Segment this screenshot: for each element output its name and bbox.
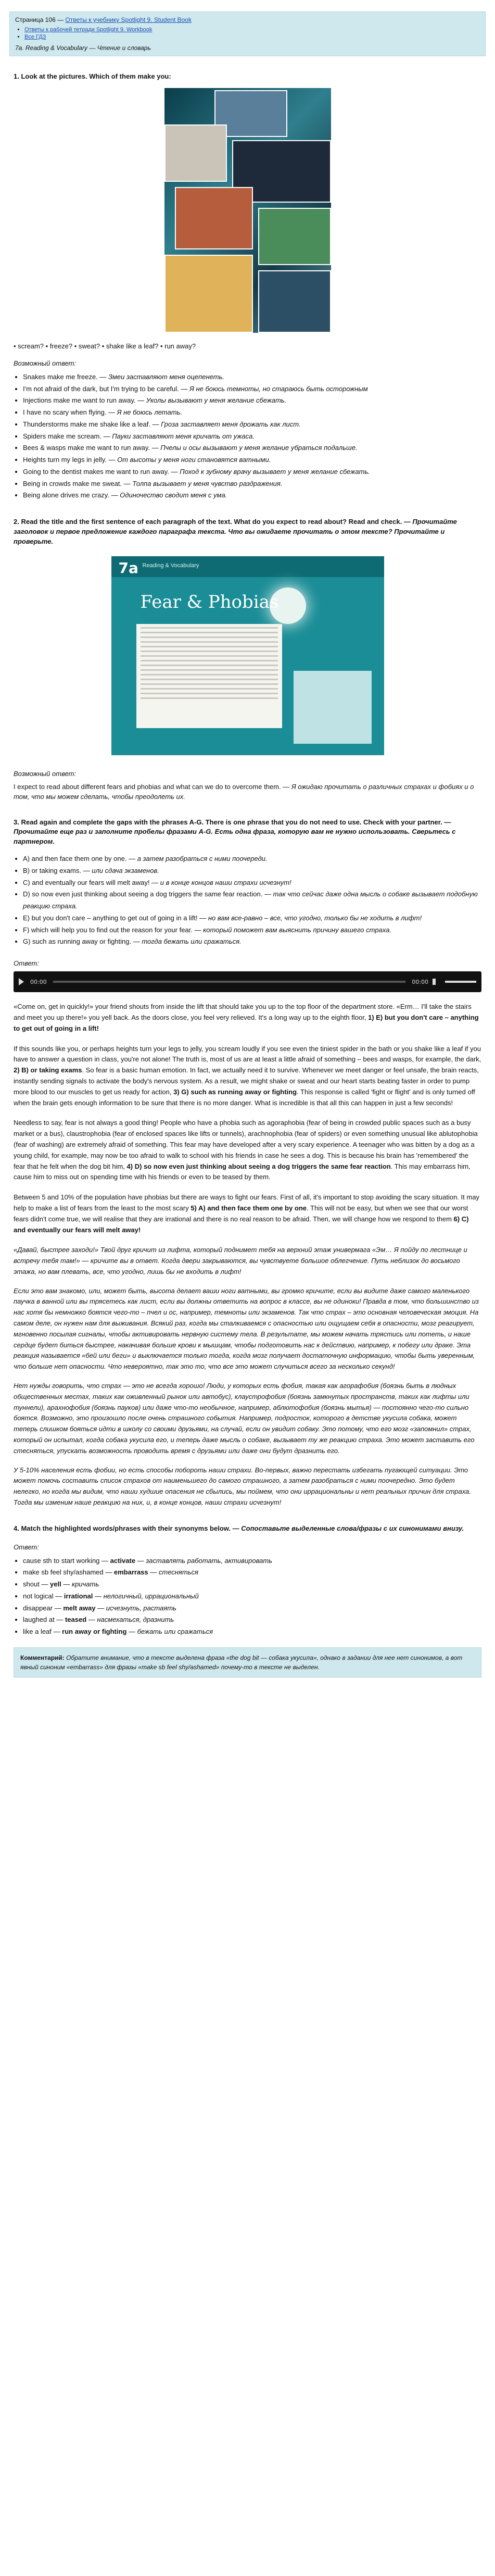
list-item: • Injections make me want to run away. — Уколы вызывают у меня желание сбежать. (23, 395, 481, 407)
article-title: Fear & Phobias (140, 591, 279, 612)
q4-label: Ответ: (14, 1543, 39, 1551)
story-paragraph: If this sounds like you, or perhaps heights turn your legs to jelly, you scream loudly if you see even the tiniest spider in the bath or you shake like a leaf if you have to answer a question in class, you're not alone! The truth is, most of us are at least a little afraid of something – bees and wasps, for example, the dark, 2) B) or taking exams. So fear is a basic human emotion. In fact, we actually need it to survive. Whenever we meet danger or feel unsafe, the brain reacts, instantly sending signals to activate the body's nervous system. As a result, we might shake or sweat and our heart starts beating faster in order to pump more blood to our muscles to get us ready for action, 3) G) such as running away or fighting. This response is called 'fight or flight' and is only turned off when the brain gets enough information to be sure that there is no more danger. What is incredible is that all this can happen in just a few seconds! (14, 1044, 481, 1107)
list-item: • E) but you don't care – anything to get out of going in a lift! — но вам все-равно – все, что угодно, только бы не ходить в лифт! (23, 912, 481, 924)
q2-label: Возможный ответ: (14, 769, 77, 778)
comment-box (14, 1647, 481, 1678)
collage-cell (164, 124, 227, 182)
translation-paragraph: Нет нужды говорить, что страх — это не всегда хорошо! Люди, у которых есть фобия, такая как агорафобия (боязнь быть в людных общественных местах, таких как оживленный рынок или автобус), клаустрофобия (боязнь замкнутых пространств, таких как лифты или туннели), арахнофобия (боязнь пауков) или даже что-то необычное, например, аблютофобия (боязнь мытья) — постоянно чего-то сильно боятся. Возможно, это произошло после очень страшного события. Например, подросток, которого в детстве укусила собака, может теперь слишком бояться идти в школу со своими друзьями, на случай, если он увидит собаку. Это потому, что его мозг «запомнил» страх, который он испытал, когда собака укусила его, и теперь даже мысль о собаке, вызывает ту же реакцию страха. Это может заставить его стесняться, упускать возможность проводить время с друзьями или даже они будут дразнить его. (14, 1382, 475, 1455)
list-item: • C) and eventually our fears will melt away! — и в конце концов наши страхи исчезнут! (23, 877, 481, 889)
list-item: • Spiders make me scream. — Пауки заставляют меня кричать от ужаса. (23, 431, 481, 443)
q3-list (23, 853, 481, 948)
collage-cell (175, 187, 253, 249)
q1-options: • scream? • freeze? • sweat? • shake like a leaf? • run away? (14, 342, 196, 350)
q2-answer: I expect to read about different fears and phobias and what can we do to overcome them. — Я ожидаю прочитать о различных страхах и фобиях и о том, что мы можем сделать, чтобы преодолеть их. (14, 782, 474, 801)
q1-label: Возможный ответ: (14, 359, 77, 367)
comment-lead: Комментарий: (20, 1654, 65, 1661)
student-book-link[interactable]: Ответы к учебнику Spotlight 9. Student Book (65, 16, 192, 23)
list-item: • I'm not afraid of the dark, but I'm trying to be careful. — Я не боюсь темноты, но стараюсь быть осторожным (23, 383, 481, 395)
q4-list (23, 1555, 481, 1638)
list-item: • disappear — melt away — исчезнуть, растаять (23, 1603, 481, 1615)
collage-cell (258, 270, 331, 333)
audio-current-time: 00:00 (30, 978, 47, 985)
q3-title: 3. Read again and complete the gaps with the phrases A-G. There is one phrase that you do not need to use. Check with your partner. — Прочитайте еще раз и заполните пробелы фразами A-G. Есть одна фраза, которую вам не нужно использовать. Сверьтесь с партнером. (14, 818, 456, 846)
collage-cell (164, 255, 253, 333)
list-item: • Going to the dentist makes me want to run away. — Поход к зубному врачу вызывает у меня желание сбежать. (23, 466, 481, 478)
translation-text (14, 1245, 481, 1508)
list-item: • like a leaf — run away or fighting — бежать или сражаться (23, 1626, 481, 1638)
q1-title: 1. Look at the pictures. Which of them make you: (14, 72, 171, 80)
list-item: • make sb feel shy/ashamed — embarrass — стесняться (23, 1567, 481, 1579)
comment-text: Обратите внимание, что в тексте выделена фраза «the dog bit — собака укусила», однако в задании для нее нет синонимов, а вот явный синоним «embarrass» для фразы «make sb feel shy/ashamed» почему-то в тексте не выделен. (20, 1654, 463, 1671)
q4-title: 4. Match the highlighted words/phrases with their synonyms below. — Сопоставьте выделенные слова/фразы с их синонимами внизу. (14, 1524, 464, 1532)
list-item: • shout — yell — кричать (23, 1579, 481, 1591)
page-line (15, 16, 480, 23)
unit-number: 7a (118, 559, 138, 577)
breadcrumb: 7a. Reading & Vocabulary — Чтение и словарь (15, 44, 151, 52)
volume-icon[interactable] (433, 979, 441, 985)
story-paragraph: Between 5 and 10% of the population have phobias but there are ways to fight our fears. First of all, it's important to stop avoiding the scary situation. It may help to make a list of fears from the least to the most scary 5) A) and then face them one by one. This will not be easy, but when we see that our worst fears didn't come true, we will realise that they are irrational and there is no real reason to be afraid. Then, we will change how we respond to them 6) C) and eventually our fears will melt away! (14, 1193, 479, 1234)
audio-progress-bar[interactable] (53, 981, 406, 983)
list-item: • Heights turn my legs in jelly. — От высоты у меня ноги становятся ватными. (23, 454, 481, 466)
page-prefix: Страница 106 — (15, 16, 64, 23)
workbook-link[interactable]: Ответы к рабочей тетради Spotlight 9. Workbook (24, 27, 153, 33)
all-gdz-link[interactable]: Все ГДЗ (24, 34, 46, 40)
audio-player (14, 971, 481, 992)
list-item: • not logical — irrational — нелогичный, иррациональный (23, 1591, 481, 1603)
list-item: • B) or taking exams. — или сдача экзаменов. (23, 865, 481, 877)
list-item: • Being in crowds make me sweat. — Толпа вызывает у меня чувство раздражения. (23, 478, 481, 490)
q1-list (23, 371, 481, 502)
list-item: • Bees & wasps make me want to run away. — Пчелы и осы вызывают у меня желание убраться подальше. (23, 442, 481, 454)
q3-label: Ответ: (14, 959, 39, 968)
article-text-block (136, 624, 282, 728)
list-item: • laughed at — teased — насмехаться, дразнить (23, 1614, 481, 1626)
related-links (24, 27, 480, 40)
story-paragraph: Needless to say, fear is not always a good thing! People who have a phobia such as agoraphobia (fear of being in crowded public spaces such as a busy market or a bus), claustrophobia (fear of enclosed spaces like lifts or tunnels), arachnophobia (fear of spiders) or even something unusual like ablutophobia (fear of washing) are extremely afraid of something. This fear may have developed after a very scary experience. A teenager who was bitten by a dog as a young child, for example, may now be too afraid to walk to school with his friends in case he sees a dog. This is because his brain has 'remembered' the fear that he felt when the dog bit him, 4) D) so now even just thinking about seeing a dog triggers the same fear reaction. This may embarrass him, cause him to miss out on spending time with his friends or even to be teased by them. (14, 1119, 478, 1181)
translation-paragraph: Если это вам знакомо, или, может быть, высота делает ваши ноги ватными, вы громко кричите, если вы видите даже самого маленького паучка в ванной или вы трясетесь как лист, если вы должны ответить на вопрос в классе, вы не одиноки! Правда в том, что большинство из нас хотя бы немножко боятся чего-то – пчел и ос, например, темноты или экзаменов. Так что страх – это основная человеческая эмоция. На самом деле, он нужен нам для выживания. Всякий раз, когда мы сталкиваемся с опасностью или ощущаем себя в опасности, мозг реагирует, мгновенно посылая сигналы, чтобы активировать нервную систему тела. В результате, мы можем начать трястись или потеть, и наше сердце будет биться быстрее, накачивая больше крови к мышцам, чтобы подготовить нас к действию, например, к побегу или драке. Эта реакция называется «бей или беги» и выключается только тогда, когда мозг получает достаточную информацию, чтобы быть уверенным, что больше нет опасности. Что невероятно, так это то, что все это может случиться всего за несколько секунд! (14, 1286, 479, 1371)
related-link-item (24, 34, 480, 40)
translation-paragraph: У 5-10% населения есть фобии, но есть способы побороть наши страхи. Во-первых, важно перестать избегать пугающей ситуации. Это может помочь составить список страхов от наименьшего до самого страшного, а затем разобраться с ними поочередно. Это будет нелегко, но когда мы видим, что наши худшие опасения не сбылись, мы поймем, что они иррациональны и нет реальных причин для страха. Тогда мы изменим наше реакцию на них, и, в конце концов, наши страхи исчезнут! (14, 1466, 471, 1507)
list-item: • Thunderstorms make me shake like a leaf. — Гроза заставляет меня дрожать как лист. (23, 419, 481, 431)
list-item: • cause sth to start working — activate — заставлять работать, активировать (23, 1555, 481, 1567)
play-icon[interactable] (19, 978, 24, 985)
textbook-page-image (111, 556, 384, 755)
list-item: • Snakes make me freeze. — Змеи заставляют меня оцепенеть. (23, 371, 481, 383)
list-item: • I have no scary when flying. — Я не боюсь летать. (23, 407, 481, 419)
list-item: • A) and then face them one by one. — а затем разобраться с ними поочереди. (23, 853, 481, 865)
list-item: • G) such as running away or fighting. — тогда бежать или сражаться. (23, 936, 481, 948)
header-box (9, 11, 486, 56)
volume-slider[interactable] (445, 981, 476, 983)
related-link-item (24, 27, 480, 33)
list-item: • F) which will help you to find out the reason for your fear. — который поможет вам выяснить причину вашего страха. (23, 924, 481, 936)
q2-title: 2. Read the title and the first sentence of each paragraph of the text. What do you expect to read about? Read and check. — Прочитайте заголовок и первое предложение каждого параграфа текста. Что вы ожидаете прочитать о этом тексте? Прочитайте и проверьте. (14, 518, 457, 545)
audio-end-time: 00:00 (412, 978, 428, 985)
exercise-box (294, 671, 372, 744)
story-paragraph: «Come on, get in quickly!» your friend shouts from inside the lift that should take you up to the top floor of the department store. «Erm… I'll take the stairs and meet you up there!» you yell back. As the doors close, you feel very relieved. It's a long way up to the eighth floor, 1) E) but you don't care – anything to get out of going in a lift! (14, 1003, 479, 1032)
story-text (14, 1002, 481, 1235)
unit-subtitle: Reading & Vocabulary (142, 562, 199, 569)
collage-image (164, 88, 331, 333)
list-item: • D) so now even just thinking about seeing a dog triggers the same fear reaction. — так что сейчас даже одна мысль о собаке вызывает подобную реакцию страха. (23, 889, 481, 912)
translation-paragraph: «Давай, быстрее заходи!» Твой друг кричит из лифта, который поднимет тебя на верхний этаж универмага «Эм… Я пойду по лестнице и встречу тебя там!» — кричите вы в ответ. Когда двери закрываются, вы чувствуете большое облегчение. Путь неблизок до восьмого этажа, но вам плевать, все, что угодно, лишь бы не входить в лифт! (14, 1246, 467, 1276)
collage-cell (258, 208, 331, 265)
list-item: • Being alone drives me crazy. — Одиночество сводит меня с ума. (23, 490, 481, 502)
